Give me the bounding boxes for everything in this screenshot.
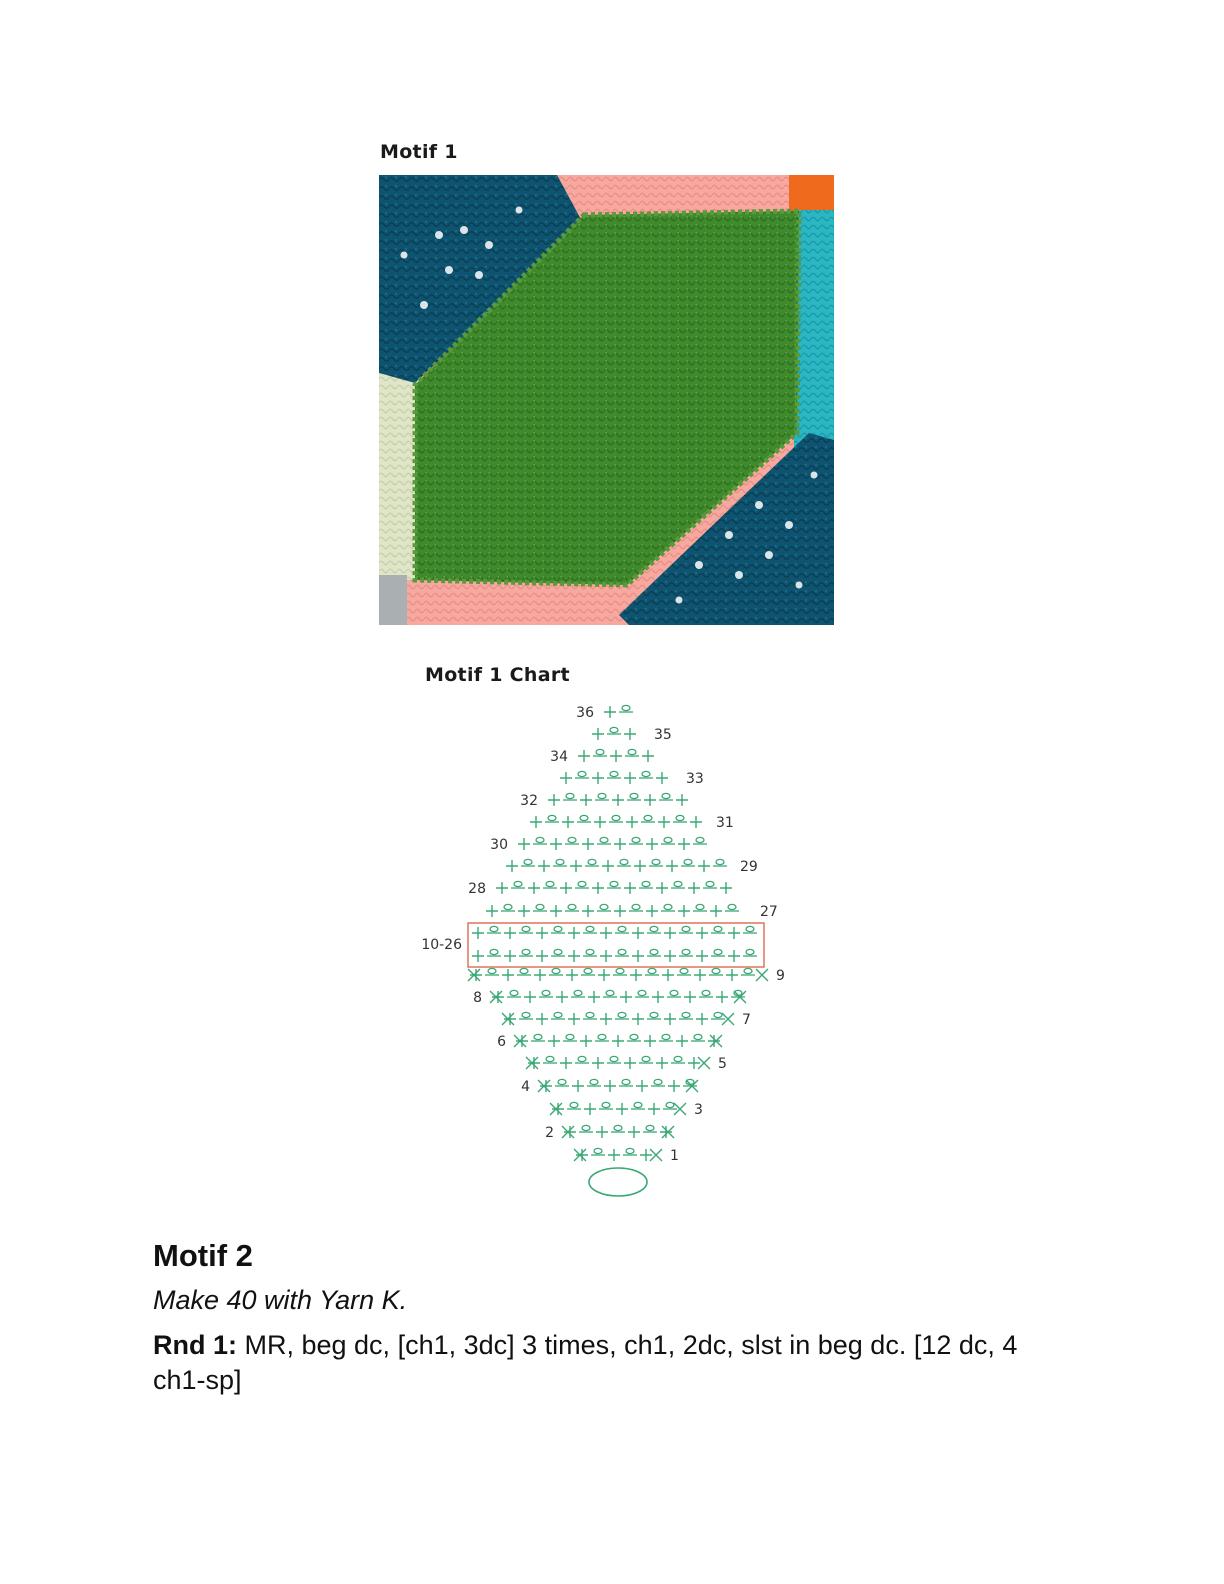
ch-stitch [646,1125,654,1130]
sc-stitch [726,969,738,981]
ch-stitch [536,837,544,842]
sc-stitch [632,927,644,939]
sc-stitch [666,860,678,872]
sc-stitch [504,950,516,962]
sc-stitch [624,882,636,894]
magic-ring [589,1168,647,1196]
row-label: 35 [654,727,672,743]
sc-stitch [550,838,562,850]
sc-stitch [668,1080,680,1092]
sc-stitch [620,991,632,1003]
sc-stitch [698,860,710,872]
chart-row [502,1012,751,1028]
ch-stitch [514,881,522,886]
ch-stitch [554,926,562,931]
sc-stitch [582,905,594,917]
ch-stitch [616,968,624,973]
chart-row [472,926,757,939]
ch-stitch [598,793,606,798]
sc-stitch [728,950,740,962]
sc-stitch [580,794,592,806]
sc-stitch [688,1057,700,1069]
ch-stitch [548,815,556,820]
sc-stitch [536,950,548,962]
chart-row [473,990,746,1006]
sc-stitch [614,905,626,917]
ch-stitch [568,904,576,909]
ch-stitch [674,1056,682,1061]
sc-stitch [684,991,696,1003]
sc-stitch [636,1080,648,1092]
sc-stitch [504,927,516,939]
row-label: 32 [520,793,538,809]
chart-row [520,793,688,809]
sc-stitch [548,794,560,806]
ch-stitch [728,904,736,909]
ch-stitch [524,859,532,864]
sc-stitch [690,816,702,828]
ch-stitch [714,1012,722,1017]
sc-stitch [540,1080,552,1092]
ch-stitch [642,881,650,886]
sc-stitch [678,905,690,917]
ch-stitch [522,926,530,931]
row-label: 6 [497,1034,506,1050]
sc-stitch [472,927,484,939]
sc-stitch [562,816,574,828]
ch-stitch [522,949,530,954]
sc-stitch [568,1013,580,1025]
chart-row [486,904,778,920]
sc-stitch [624,772,636,784]
row-label: 8 [473,990,482,1006]
ch-stitch [746,949,754,954]
chart-row [545,1125,674,1141]
row-label: 3 [694,1102,703,1118]
sc-stitch [710,905,722,917]
sc-stitch [534,969,546,981]
chart-row [472,949,757,962]
ch-stitch [574,990,582,995]
sc-stitch [678,838,690,850]
chart-row [490,837,707,853]
sc-stitch [696,927,708,939]
sc-stitch [630,969,642,981]
sc-stitch [552,1103,564,1115]
ch-stitch [626,1148,634,1153]
sc-stitch [652,991,664,1003]
sc-stitch [612,1035,624,1047]
ch-stitch [674,881,682,886]
ch-stitch [610,881,618,886]
sc-stitch [640,1149,652,1161]
ch-stitch [632,837,640,842]
ch-stitch [570,1102,578,1107]
ch-stitch [634,1102,642,1107]
sc-stitch [580,1035,592,1047]
chart-row [574,1148,679,1164]
ch-stitch [654,1079,662,1084]
ch-stitch [628,749,636,754]
row-label: 5 [718,1056,727,1072]
sc-stitch [592,772,604,784]
ch-stitch [642,771,650,776]
sc-stitch [610,750,622,762]
ch-stitch [554,949,562,954]
sc-stitch [694,969,706,981]
sc-stitch [644,1035,656,1047]
ch-stitch [490,926,498,931]
sc-stitch [582,838,594,850]
ch-stitch [584,968,592,973]
sc-stitch [592,728,604,740]
ch-stitch [580,815,588,820]
ch-stitch [488,968,496,973]
ch-stitch [620,859,628,864]
sc-stitch [548,1035,560,1047]
chart-row [468,881,732,897]
sc-stitch [570,860,582,872]
sc-stitch [644,794,656,806]
ch-stitch [552,968,560,973]
chart-row [506,859,758,875]
sc-stitch [536,1013,548,1025]
ch-stitch [588,859,596,864]
ch-stitch [594,1148,602,1153]
sc-stitch [470,969,482,981]
ch-stitch [546,881,554,886]
sc-stitch [472,950,484,962]
ch-stitch [696,904,704,909]
ch-stitch [632,904,640,909]
sc-stitch [658,816,670,828]
ch-stitch [568,837,576,842]
ch-stitch [618,949,626,954]
row-label: 27 [760,904,778,920]
sc-stitch [656,1057,668,1069]
sc-stitch [518,838,530,850]
sc-stitch [720,882,732,894]
sc-stitch [560,1057,572,1069]
chart-row [497,1034,722,1050]
ch-stitch [600,904,608,909]
ch-stitch [676,815,684,820]
sc-stitch [572,1080,584,1092]
sc-stitch [676,794,688,806]
sc-stitch [728,927,740,939]
ch-stitch [716,859,724,864]
ch-stitch [648,968,656,973]
row-label: 10-26 [421,937,462,953]
ch-stitch [504,904,512,909]
sc-stitch [716,991,728,1003]
sc-stitch [646,905,658,917]
motif1-label: Motif 1 [380,141,458,163]
ch-stitch [714,926,722,931]
row-label: 30 [490,837,508,853]
ch-stitch [618,1012,626,1017]
sc-stitch [614,838,626,850]
sc-stitch [664,927,676,939]
sc-stitch [656,772,668,784]
ch-stitch [650,1012,658,1017]
ch-stitch [666,1102,674,1107]
chart1-label: Motif 1 Chart [425,664,570,686]
sc-stitch [504,1013,516,1025]
ch-stitch [490,949,498,954]
sc-stitch [656,882,668,894]
ch-stitch [662,793,670,798]
ch-stitch [542,990,550,995]
chart-row [530,815,734,831]
row-label: 4 [521,1079,530,1095]
sc-stitch [604,1080,616,1092]
sc-stitch [594,816,606,828]
sc-stitch [528,882,540,894]
ch-stitch [586,1012,594,1017]
sc-stitch [660,1126,672,1138]
ch-stitch [522,1012,530,1017]
sc-stitch [624,728,636,740]
sc-stitch [592,1057,604,1069]
sc-stitch [516,1035,528,1047]
sc-stitch [604,706,616,718]
sc-stitch [518,905,530,917]
sc-stitch [626,816,638,828]
ch-stitch [702,990,710,995]
sc-stitch [596,1126,608,1138]
sc-stitch [524,991,536,1003]
sc-stitch [664,1013,676,1025]
ch-stitch [744,968,752,973]
sc-stitch [568,950,580,962]
motif1-chart [410,695,810,1205]
motif2-subtitle: Make 40 with Yarn K. [153,1285,408,1315]
sc-stitch [566,969,578,981]
rnd1-text: MR, beg dc, [ch1, 3dc] 3 times, ch1, 2dc, slst in beg dc. [12 dc, 4 ch1-sp] [153,1330,1018,1395]
ch-stitch [682,926,690,931]
ch-stitch [612,815,620,820]
sc-stitch [560,772,572,784]
inc-stitch [756,969,768,981]
sc-stitch [612,794,624,806]
sc-stitch [708,1035,720,1047]
ch-stitch [606,990,614,995]
row-label: 2 [545,1125,554,1141]
sc-stitch [662,969,674,981]
ch-stitch [520,968,528,973]
ch-stitch [664,837,672,842]
row-label: 34 [550,749,568,765]
row-label: 7 [742,1012,751,1028]
ch-stitch [554,1012,562,1017]
ch-stitch [534,1034,542,1039]
sc-stitch [688,882,700,894]
sc-stitch [556,991,568,1003]
sc-stitch [564,1126,576,1138]
sc-stitch [628,1126,640,1138]
rnd1-instruction [153,1328,1073,1397]
ch-stitch [610,727,618,732]
sc-stitch [528,1057,540,1069]
row-label: 9 [776,968,785,984]
sc-stitch [600,1013,612,1025]
ch-stitch [682,1012,690,1017]
ch-stitch [600,837,608,842]
ch-stitch [578,881,586,886]
chart-row [468,968,785,984]
ch-stitch [614,1125,622,1130]
ch-stitch [578,771,586,776]
ch-stitch [618,926,626,931]
ch-stitch [546,1056,554,1061]
sc-stitch [624,1057,636,1069]
ch-stitch [610,771,618,776]
ch-stitch [644,815,652,820]
chart-row [592,727,672,743]
ch-stitch [596,749,604,754]
sc-stitch [506,860,518,872]
ch-stitch [650,926,658,931]
sc-stitch [598,969,610,981]
repeat-box [468,923,764,967]
ch-stitch [696,837,704,842]
ch-stitch [746,926,754,931]
ch-stitch [610,1056,618,1061]
ch-stitch [586,949,594,954]
sc-stitch [576,1149,588,1161]
sc-stitch [648,1103,660,1115]
chart-row [560,771,704,787]
rnd1-label: Rnd 1: [153,1330,237,1360]
ch-stitch [650,949,658,954]
ch-stitch [582,1125,590,1130]
sc-stitch [568,927,580,939]
sc-stitch [486,905,498,917]
sc-stitch [642,750,654,762]
sc-stitch [584,1103,596,1115]
ch-stitch [630,793,638,798]
row-label: 1 [670,1148,679,1164]
ch-stitch [556,859,564,864]
sc-stitch [496,882,508,894]
ch-stitch [586,926,594,931]
ch-stitch [566,793,574,798]
row-label: 28 [468,881,486,897]
ch-stitch [590,1079,598,1084]
sc-stitch [696,1013,708,1025]
ch-stitch [638,990,646,995]
sc-stitch [536,927,548,939]
sc-stitch [550,905,562,917]
ch-stitch [694,1034,702,1039]
chart-row [521,1079,698,1095]
sc-stitch [502,969,514,981]
ch-stitch [642,1056,650,1061]
row-label: 33 [686,771,704,787]
ch-stitch [712,968,720,973]
sc-stitch [696,950,708,962]
ch-stitch [578,1056,586,1061]
row-label: 29 [740,859,758,875]
sc-stitch [632,1013,644,1025]
ch-stitch [566,1034,574,1039]
row-label: 36 [576,705,594,721]
chart-row [550,749,654,765]
sc-stitch [538,860,550,872]
ch-stitch [622,705,630,710]
ch-stitch [630,1034,638,1039]
sc-stitch [664,950,676,962]
sc-stitch [600,927,612,939]
motif2-title: Motif 2 [153,1238,253,1273]
ch-stitch [622,1079,630,1084]
ch-stitch [682,949,690,954]
sc-stitch [600,950,612,962]
sc-stitch [646,838,658,850]
ch-stitch [662,1034,670,1039]
chart-row [576,705,633,721]
sc-stitch [616,1103,628,1115]
ch-stitch [706,881,714,886]
sc-stitch [608,1149,620,1161]
sc-stitch [602,860,614,872]
ch-stitch [602,1102,610,1107]
row-label: 31 [716,815,734,831]
motif1-photo [379,175,834,625]
ch-stitch [536,904,544,909]
ch-stitch [684,859,692,864]
sc-stitch [560,882,572,894]
sc-stitch [676,1035,688,1047]
sc-stitch [492,991,504,1003]
sc-stitch [632,950,644,962]
sc-stitch [588,991,600,1003]
chart-row [526,1056,727,1072]
ch-stitch [664,904,672,909]
sc-stitch [634,860,646,872]
chart-row [550,1102,703,1118]
ch-stitch [652,859,660,864]
sc-stitch [578,750,590,762]
ch-stitch [714,949,722,954]
ch-stitch [558,1079,566,1084]
sc-stitch [592,882,604,894]
ch-stitch [670,990,678,995]
ch-stitch [510,990,518,995]
ch-stitch [680,968,688,973]
ch-stitch [598,1034,606,1039]
sc-stitch [530,816,542,828]
